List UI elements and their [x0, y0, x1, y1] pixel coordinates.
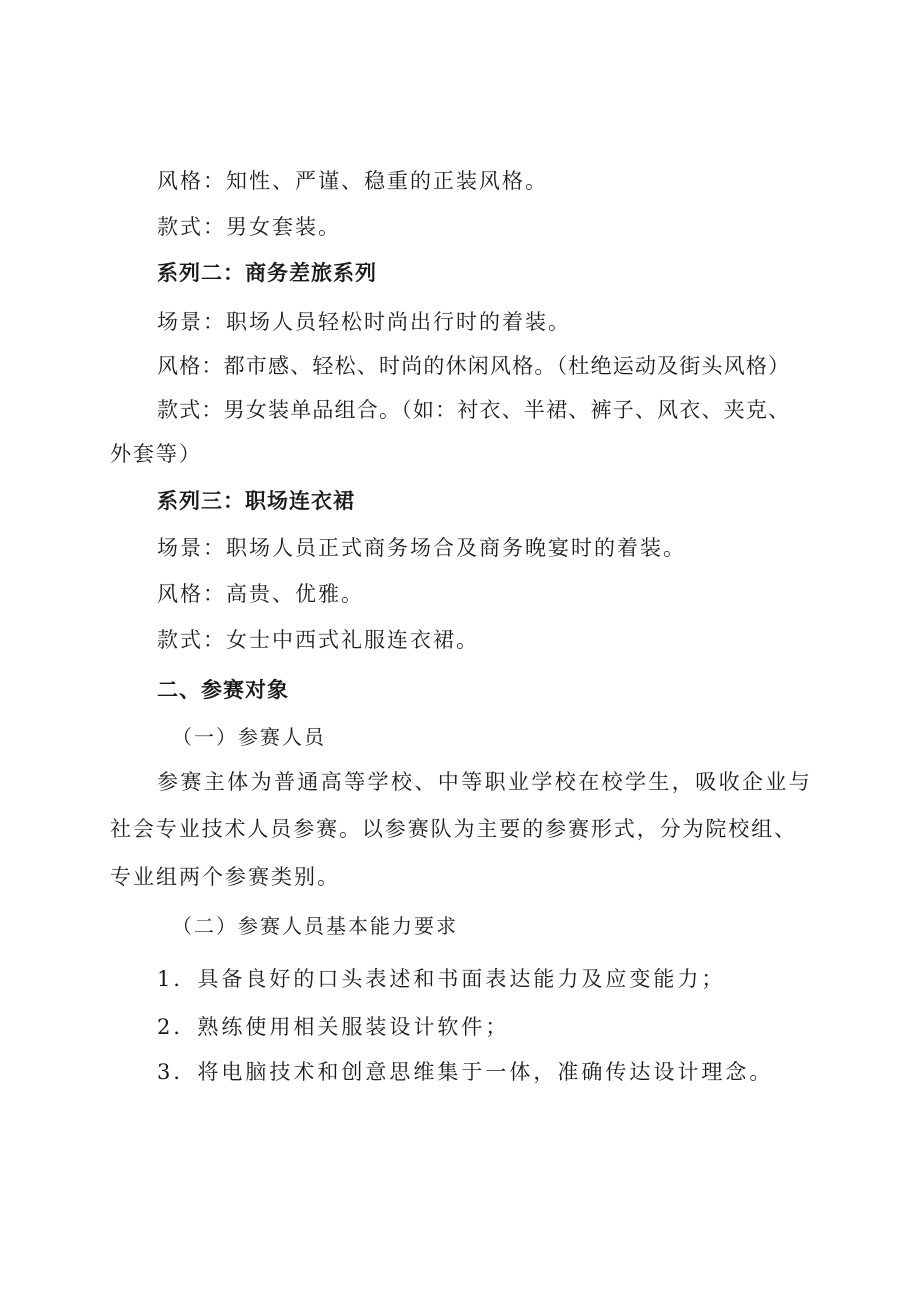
section2-para-line2: 社会专业技术人员参赛。以参赛队为主要的参赛形式，分为院校组、 — [110, 817, 797, 841]
section2-title: 二、参赛对象 — [157, 678, 289, 702]
section2-para-line1: 参赛主体为普通高等学校、中等职业学校在校学生，吸收企业与 — [157, 770, 813, 794]
series2-scene: 场景：职场人员轻松时尚出行时的着装。 — [157, 310, 571, 334]
requirement-3: 3．将电脑技术和创意思维集于一体，准确传达设计理念。 — [157, 1060, 774, 1084]
requirement-2: 2．熟练使用相关服装设计软件； — [157, 1015, 510, 1039]
series1-type: 款式：男女套装。 — [157, 215, 341, 239]
series3-type: 款式：女士中西式礼服连衣裙。 — [157, 628, 479, 652]
series2-type-line2: 外套等） — [110, 442, 202, 466]
series2-type-line1: 款式：男女装单品组合。（如：衬衣、半裙、裤子、风衣、夹克、 — [157, 398, 791, 422]
section2-para-line3: 专业组两个参赛类别。 — [110, 865, 340, 889]
section2-sub2-title: （二）参赛人员基本能力要求 — [172, 914, 458, 938]
series2-title: 系列二：商务差旅系列 — [157, 261, 377, 285]
series3-style: 风格：高贵、优雅。 — [157, 582, 364, 606]
series3-scene: 场景：职场人员正式商务场合及商务晚宴时的着装。 — [157, 536, 686, 560]
series1-style: 风格：知性、严谨、稳重的正装风格。 — [157, 169, 548, 193]
section2-sub1-title: （一）参赛人员 — [172, 725, 326, 749]
series2-style: 风格：都市感、轻松、时尚的休闲风格。（杜绝运动及街头风格） — [157, 354, 791, 378]
requirement-1: 1．具备良好的口头表述和书面表达能力及应变能力； — [157, 967, 726, 991]
series3-title: 系列三：职场连衣裙 — [157, 489, 355, 513]
